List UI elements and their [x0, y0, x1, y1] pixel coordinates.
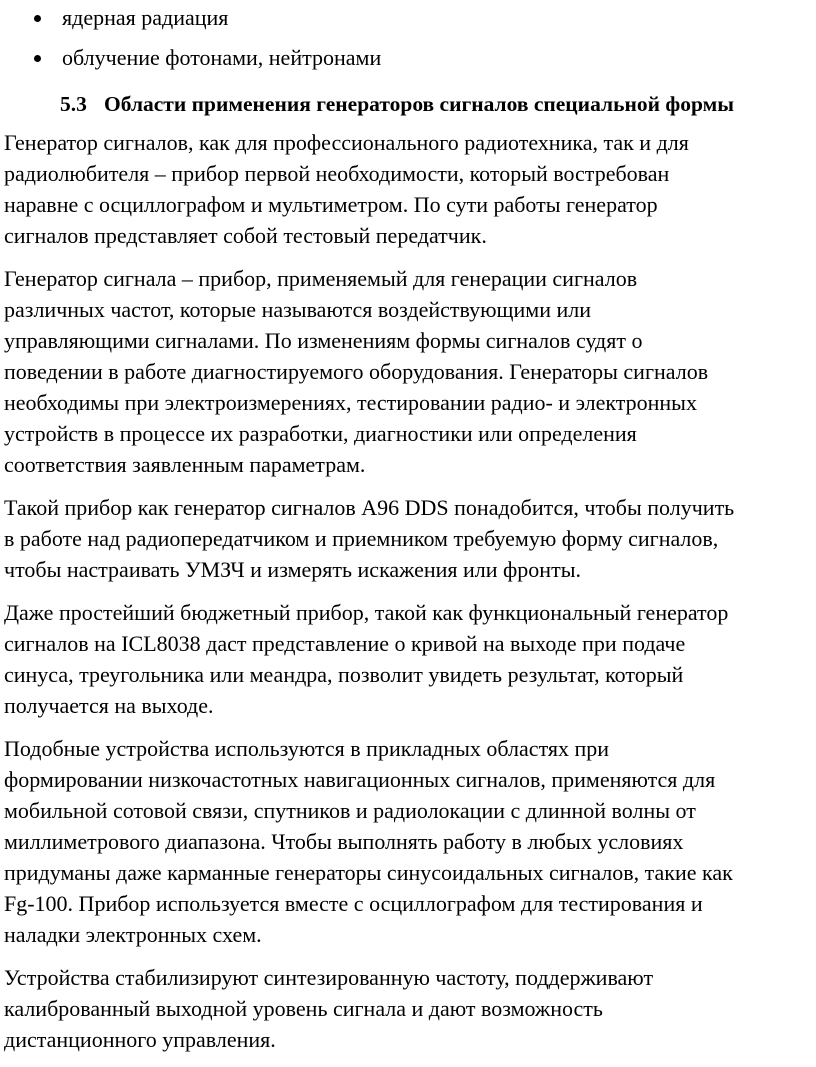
paragraph: Такой прибор как генератор сигналов A96 DDS понадобится, чтобы получить в работе над радиопередатчиком и приемником требуемую форму сигналов, чтобы настраивать УМЗЧ и измерять искажения или фронты.	[4, 495, 735, 582]
bullet-item	[0, 2, 816, 42]
section-number: 5.3	[60, 92, 87, 116]
section-heading	[60, 88, 734, 120]
body-text	[4, 127, 816, 1067]
paragraph: Даже простейший бюджетный прибор, такой как функциональный генератор сигналов на ICL8038 даст представление о кривой на выходе при подаче синуса, треугольника или меандра, позволит увидеть результат, который получается на выходе.	[4, 600, 729, 718]
bullet-list	[0, 2, 816, 82]
paragraph: Устройства стабилизируют синтезированную частоту, поддерживают калиброванный выходной уровень сигнала и дают возможность дистанционного управления.	[4, 965, 654, 1052]
paragraph: Подобные устройства используются в прикладных областях при формировании низкочастотных навигационных сигналов, применяются для мобильной сотовой связи, спутников и радиолокации с длинной волны от миллиметрового диапазона. Чтобы выполнять работу в любых условиях придуманы даже карманные генераторы синусоидальных сигналов, такие как Fg-100. Прибор используется вместе с осциллографом для тестирования и наладки электронных схем.	[4, 736, 733, 947]
paragraph: Генератор сигнала – прибор, применяемый для генерации сигналов различных частот, которые называются воздействующими или управляющими сигналами. По изменениям формы сигналов судят о поведении в работе диагностируемого оборудования. Генераторы сигналов необходимы при электроизмерениях, тестировании радио- и электронных устройств в процессе их разработки, диагностики или определения соответствия заявленным параметрам.	[4, 266, 709, 477]
bullet-dot-icon	[34, 55, 41, 62]
bullet-text: облучение фотонами, нейтронами	[62, 45, 382, 70]
bullet-dot-icon	[34, 15, 41, 22]
bullet-text: ядерная радиация	[62, 5, 229, 30]
section-title: Области применения генераторов сигналов специальной формы	[104, 92, 735, 116]
bullet-item	[0, 42, 816, 82]
paragraph: Генератор сигналов, как для профессионального радиотехника, так и для радиолюбителя – прибор первой необходимости, который востребован наравне с осциллографом и мультиметром. По сути работы генератор сигналов представляет собой тестовый передатчик.	[4, 130, 689, 248]
